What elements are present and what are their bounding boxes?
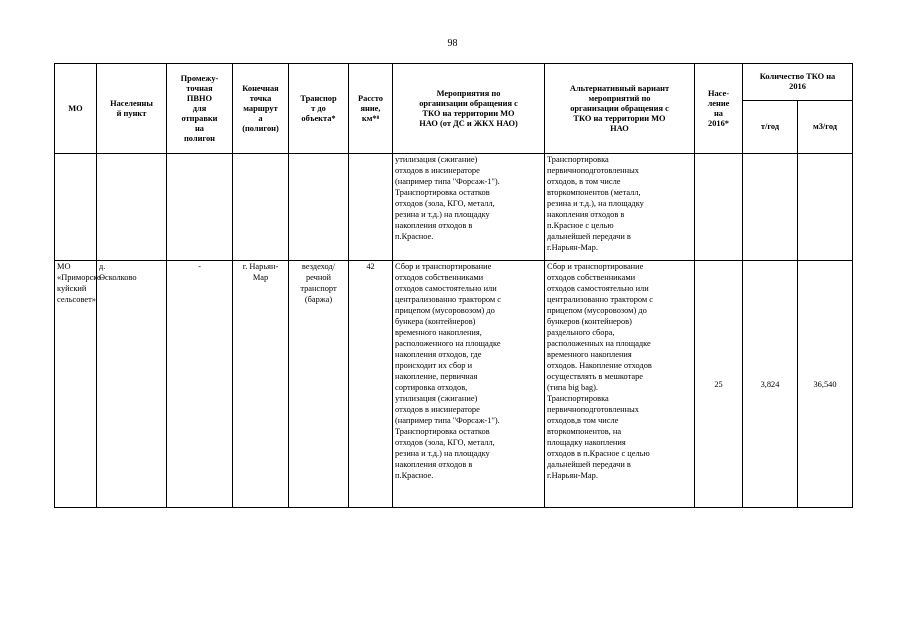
- cell-tko-tons: [743, 154, 798, 261]
- page-number: 98: [447, 38, 458, 49]
- cell-transport: [289, 154, 349, 261]
- cell-tko-tons: 3,824: [743, 261, 798, 508]
- header-settlement: Населенны й пункт: [97, 64, 167, 154]
- header-transport: Транспор т до объекта*: [289, 64, 349, 154]
- cell-alternative: Транспортировка первичноподготовленных отходов, в том числе вторкомпонентов (металл, резина и т.д.), на площадку накопления отходов в п.Красное с целью дальнейшей передачи в г.Нарьян-Мар.: [545, 154, 695, 261]
- cell-population: [695, 154, 743, 261]
- header-measures: Мероприятия по организации обращения с ТКО на территории МО НАО (от ДС и ЖКХ НАО): [393, 64, 545, 154]
- table-row: [55, 261, 853, 508]
- cell-mo: МО «Приморско- куйский сельсовет»: [55, 261, 97, 508]
- header-tko-group: Количество ТКО на 2016: [743, 64, 853, 101]
- cell-intermediate: -: [167, 261, 233, 508]
- cell-transport: вездеход/ речной транспорт (баржа): [289, 261, 349, 508]
- cell-endpoint: [233, 154, 289, 261]
- cell-measures: Сбор и транспортирование отходов собственниками отходов самостоятельно или централизованно трактором с прицепом (мусоровозом) до бункера (контейнеров) временного накопления, расположенного на площадке накопления отходов, где происходит их сбор и накопление, первичная сортировка отходов, утилизация (сжигание) отходов в инсинераторе (например типа "Форсаж-1"). Транспортировка остатков отходов (зола, КГО, металл, резина и т.д.) на площадку накопления отходов в п.Красное.: [393, 261, 545, 508]
- cell-endpoint: г. Нарьян- Мар: [233, 261, 289, 508]
- cell-population: 25: [695, 261, 743, 508]
- header-route-endpoint: Конечная точка маршрут а (полигон): [233, 64, 289, 154]
- header-alternative: Альтернативный вариант мероприятий по организации обращения с ТКО на территории МО НАО: [545, 64, 695, 154]
- header-tko-m3: м3/год: [798, 101, 853, 154]
- cell-distance: 42: [349, 261, 393, 508]
- header-tko-tons: т/год: [743, 101, 798, 154]
- cell-settlement: д. Осколково: [97, 261, 167, 508]
- cell-distance: [349, 154, 393, 261]
- waste-management-table: [54, 63, 853, 508]
- cell-measures: утилизация (сжигание) отходов в инсинераторе (например типа "Форсаж-1"). Транспортировка остатков отходов (зола, КГО, металл, резина и т.д.) на площадку накопления отходов в п.Красное.: [393, 154, 545, 261]
- header-intermediate-point: Промежу- точная ПВНО для отправки на полигон: [167, 64, 233, 154]
- header-population: Насе- ление на 2016*: [695, 64, 743, 154]
- cell-tko-m3: [798, 154, 853, 261]
- cell-alternative: Сбор и транспортирование отходов собственниками отходов самостоятельно или централизованно трактором с прицепом (мусоровозом) до бункеров (контейнеров) раздельного сбора, расположенных на площадке временного накопления отходов. Накопление отходов осуществлять в мешкотаре (типа big bag). Транспортировка первичноподготовленных отходов,в том числе вторкомпонентов, на площадку накопления отходов в п.Красное с целью дальнейшей передачи в г.Нарьян-Мар.: [545, 261, 695, 508]
- cell-intermediate: [167, 154, 233, 261]
- cell-mo: [55, 154, 97, 261]
- cell-tko-m3: 36,540: [798, 261, 853, 508]
- cell-settlement: [97, 154, 167, 261]
- table-row: [55, 154, 853, 261]
- header-mo: МО: [55, 64, 97, 154]
- header-distance: Рассто яние, км*⁸: [349, 64, 393, 154]
